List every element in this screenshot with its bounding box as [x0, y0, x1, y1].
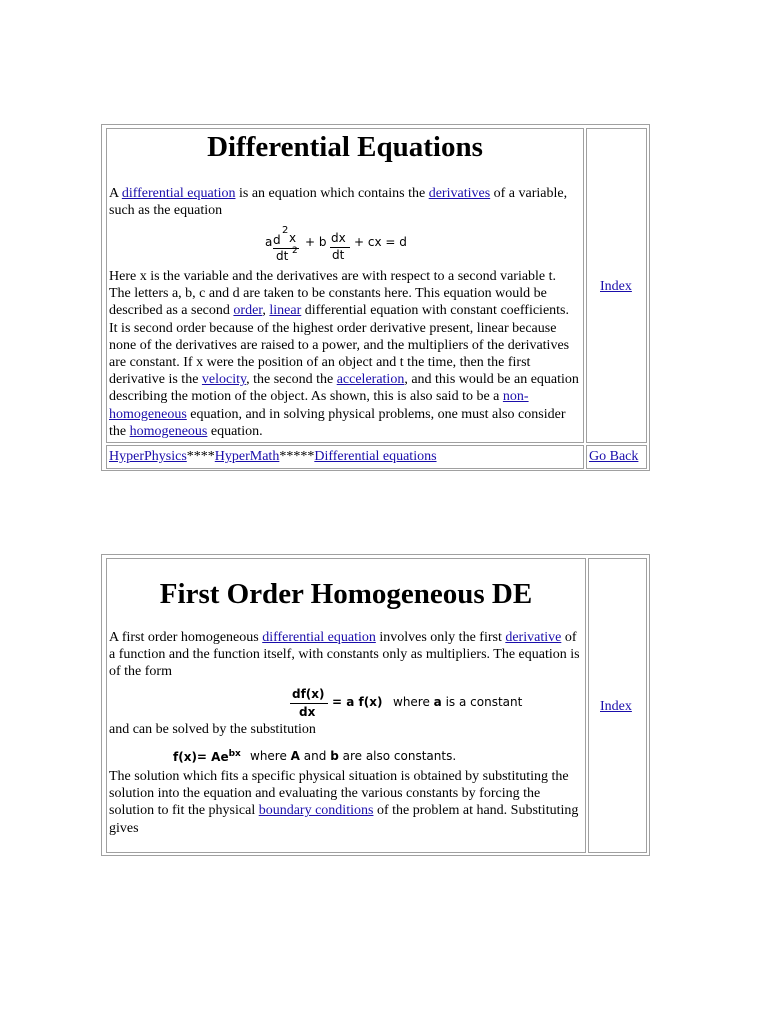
eq-rhs: = a f(x)	[332, 695, 383, 709]
section1-body	[109, 268, 581, 440]
eq-sup2b: 2	[292, 246, 298, 256]
link-order[interactable]: order	[233, 303, 263, 319]
eq-note-b: b	[330, 749, 339, 763]
section1-goback-cell	[586, 445, 647, 469]
eq-denominator: dx	[299, 705, 316, 719]
eq-dx: dx	[331, 231, 346, 245]
intro-text: of a variable, such as the equation	[109, 186, 568, 219]
intro-text: A	[109, 186, 122, 201]
section1-title: Differential Equations	[207, 131, 483, 163]
eq-note	[250, 749, 456, 763]
eq-note-A: A	[290, 749, 300, 763]
link-differential-equation[interactable]: differential equation	[121, 186, 236, 201]
eq-lhs-text: f(x)= Ae	[173, 750, 229, 764]
body-text: , and this would be an equation describing the motion of the object. As shown, this is also said to be a	[109, 372, 579, 405]
intro-text: of a function and the function itself, with constants only as multipliers. The equation is of the form	[109, 630, 580, 680]
body-text: equation, and in solving physical problems, one must also consider the	[109, 406, 566, 439]
eq-d2: d	[273, 233, 281, 247]
eq-a: a	[265, 235, 273, 249]
body-text: ,	[262, 303, 270, 319]
link-hyperphysics[interactable]: HyperPhysics	[109, 449, 187, 464]
body-text: differential equation with constant coefficients. It is second order because of the highest order derivative present, linear because none of the derivatives are raised to a power, and the multipliers of the derivatives are constant. If x were the position of an object and t the time, then the first derivative is the	[109, 303, 570, 388]
link-hypermath[interactable]: HyperMath	[214, 449, 280, 464]
link-linear[interactable]: linear	[269, 303, 302, 319]
body-text: The solution which fits a specific physical situation is obtained by substituting the solution into the equation and evaluating the various constants by forcing the solution to fit the physical	[109, 769, 569, 819]
section1-footer-cell	[106, 445, 584, 469]
eq-rest: + cx = d	[354, 235, 407, 249]
intro-text: is an equation which contains the	[235, 186, 429, 201]
eq-plus-b: + b	[305, 235, 327, 249]
body-text: equation.	[207, 423, 263, 439]
eq-note-text: where	[393, 695, 434, 709]
section1-main-cell	[106, 128, 584, 443]
body-text: , the second the	[246, 372, 337, 388]
eq-x: x	[289, 231, 297, 245]
link-differential-equations[interactable]: Differential equations	[314, 449, 437, 464]
link-derivative[interactable]: derivative	[505, 630, 562, 645]
intro-text: involves only the first	[375, 630, 506, 645]
section2-body	[109, 768, 583, 837]
section2-table	[101, 554, 650, 856]
eq-dt: dt	[332, 248, 345, 262]
eq-note-text: and	[299, 749, 331, 763]
link-boundary-conditions[interactable]: boundary conditions	[258, 803, 374, 819]
body-text: Here x is the variable and the derivatives are with respect to a second variable t. The letters a, b, c and d are taken to be constants here. This equation would be described as a second	[109, 269, 557, 319]
link-differential-equation[interactable]: differential equation	[262, 630, 376, 645]
breadcrumb-separator: ****	[186, 449, 215, 464]
section1-table	[101, 124, 650, 471]
substitution-text: and can be solved by the substitution	[109, 722, 316, 737]
eq-note-text: where	[250, 749, 291, 763]
eq-sup2: 2	[282, 225, 289, 236]
eq-dt2: dt	[276, 249, 289, 263]
substitution-equation	[173, 745, 473, 767]
section2-main-cell	[106, 558, 586, 853]
section2-title: First Order Homogeneous DE	[159, 578, 533, 610]
eq-lhs	[173, 749, 241, 764]
section1-intro	[109, 185, 581, 219]
section2-intro	[109, 629, 583, 681]
section2-index-cell	[588, 558, 647, 853]
section1-index-cell	[586, 128, 647, 443]
link-homogeneous[interactable]: homogeneous	[129, 423, 208, 439]
breadcrumb	[109, 448, 437, 465]
breadcrumb-separator: *****	[279, 449, 315, 464]
eq-note-a: a	[433, 695, 442, 709]
eq-exponent: bx	[228, 749, 241, 759]
go-back-link[interactable]: Go Back	[589, 449, 639, 464]
second-order-equation	[265, 226, 425, 262]
eq-note-text: is a constant	[441, 695, 523, 709]
body-text: of the problem at hand. Substituting gives	[109, 803, 579, 836]
index-link[interactable]: Index	[600, 279, 632, 294]
first-order-equation	[290, 686, 570, 720]
link-non-homogeneous[interactable]: non-homogeneous	[109, 389, 529, 422]
eq-fraction-bar	[290, 703, 328, 704]
intro-text: A first order homogeneous	[109, 630, 263, 645]
link-velocity[interactable]: velocity	[201, 372, 247, 388]
link-derivatives[interactable]: derivatives	[428, 186, 491, 201]
link-acceleration[interactable]: acceleration	[336, 372, 405, 388]
eq-numerator: df(x)	[292, 687, 325, 701]
eq-note-text: are also constants.	[338, 749, 457, 763]
eq-note	[393, 695, 522, 709]
index-link[interactable]: Index	[600, 699, 632, 714]
